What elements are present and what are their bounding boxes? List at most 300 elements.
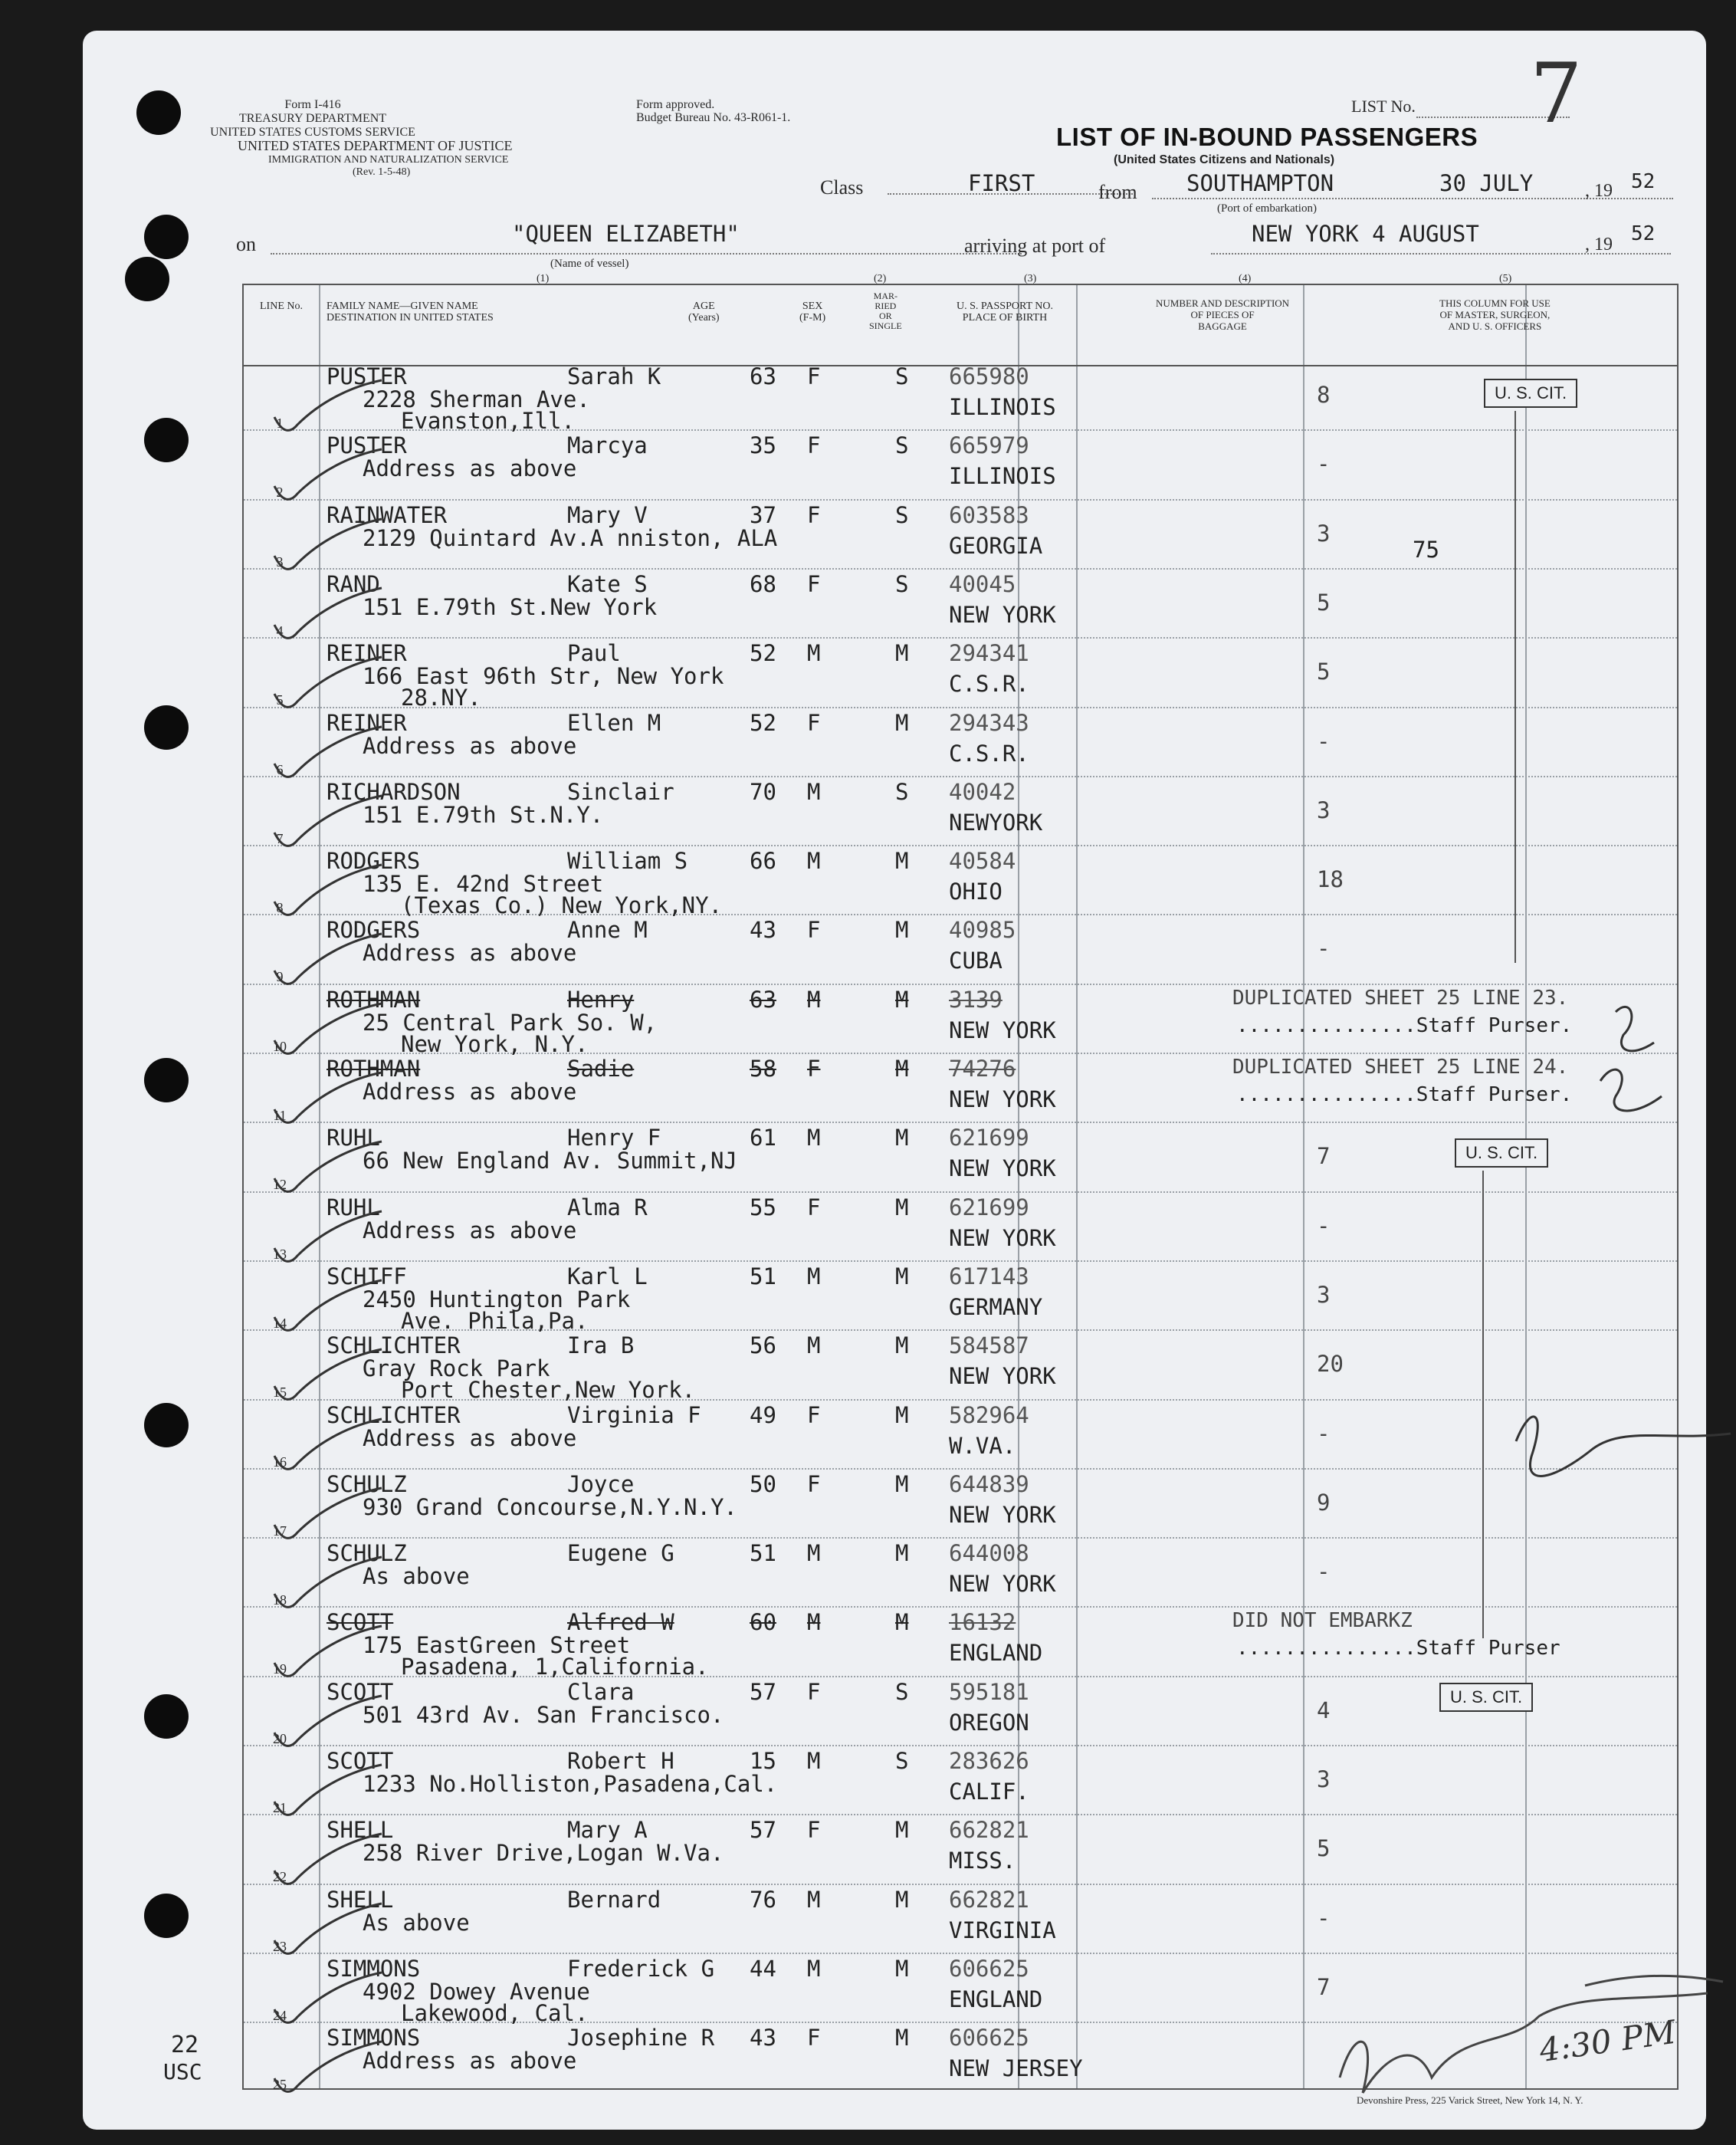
- destination-line: 1233 No.Holliston,Pasadena,Cal.: [363, 1771, 778, 1797]
- baggage-value: 7: [1317, 1143, 1331, 1170]
- family-name: SCHIFF: [327, 1263, 407, 1289]
- line-number: 18: [273, 1592, 287, 1608]
- line-number: 19: [273, 1661, 287, 1677]
- line-number: 21: [273, 1800, 287, 1815]
- embark-year-prefix: , 19: [1585, 181, 1613, 201]
- sex-value: F: [807, 917, 821, 944]
- destination-line: 2129 Quintard Av.A nniston, ALA: [363, 524, 778, 551]
- line-number: 23: [273, 1938, 287, 1954]
- place-of-birth: NEW JERSEY: [949, 2055, 1083, 2082]
- baggage-value: DUPLICATED SHEET 25 LINE 23.: [1232, 986, 1569, 1010]
- column-number: (5): [1499, 273, 1512, 284]
- place-of-birth: OHIO: [949, 879, 1003, 905]
- check-mark: [267, 1002, 389, 1063]
- destination-line: Address as above: [363, 1424, 577, 1451]
- line-number: 9: [276, 969, 284, 985]
- line-number: 22: [273, 1869, 287, 1885]
- document-subtitle: (United States Citizens and Nationals): [1114, 153, 1335, 166]
- line-number: 11: [273, 1108, 287, 1123]
- sex-value: F: [807, 2025, 821, 2051]
- baggage-value: 8: [1317, 382, 1331, 408]
- line-number: 2: [276, 485, 284, 501]
- family-name: SCHLICHTER: [327, 1332, 461, 1359]
- list-number-value: 7: [1530, 46, 1583, 142]
- baggage-value: 5: [1317, 659, 1331, 685]
- family-name: PUSTER: [327, 432, 407, 459]
- given-name: Mary A: [567, 1817, 648, 1844]
- binder-hole: [144, 1403, 189, 1447]
- marital-status: M: [895, 2025, 909, 2051]
- marital-status: M: [895, 640, 909, 667]
- line-number: 6: [276, 761, 284, 777]
- baggage-note: ...............Staff Purser.: [1236, 1083, 1573, 1106]
- destination-line: 501 43rd Av. San Francisco.: [363, 1701, 724, 1728]
- marital-status: M: [895, 917, 909, 944]
- approval-line: Budget Bureau No. 43-R061-1.: [636, 111, 791, 124]
- check-mark: [267, 1210, 389, 1271]
- family-name: SHELL: [327, 1886, 394, 1913]
- binder-hole: [144, 705, 189, 750]
- sex-value: F: [807, 501, 821, 528]
- line-number: 8: [276, 900, 284, 916]
- family-name: RAND: [327, 570, 380, 597]
- check-mark: [267, 1071, 389, 1132]
- row-separator: [244, 1260, 1677, 1262]
- marital-status: M: [895, 986, 909, 1013]
- family-name: RODGERS: [327, 917, 421, 944]
- given-name: Karl L: [567, 1263, 648, 1289]
- destination-line: 151 E.79th St.New York: [363, 593, 658, 620]
- place-of-birth: GERMANY: [949, 1293, 1043, 1320]
- binder-hole: [144, 418, 189, 462]
- passport-number: 74276: [949, 1056, 1016, 1082]
- line-number: 16: [273, 1454, 287, 1470]
- destination-line: 258 River Drive,Logan W.Va.: [363, 1840, 724, 1867]
- marital-status: M: [895, 1263, 909, 1289]
- check-mark: [267, 1624, 389, 1686]
- check-mark: [267, 448, 389, 509]
- given-name: Virginia F: [567, 1401, 701, 1428]
- vessel-caption: (Name of vessel): [550, 258, 629, 270]
- sex-value: F: [807, 1678, 821, 1705]
- sex-value: F: [807, 1817, 821, 1844]
- age-value: 51: [750, 1540, 776, 1567]
- age-value: 43: [750, 917, 776, 944]
- binder-hole: [125, 257, 169, 301]
- given-name: Sadie: [567, 1056, 635, 1082]
- justice-line: UNITED STATES DEPARTMENT OF JUSTICE: [238, 138, 513, 153]
- check-mark: [267, 586, 389, 648]
- marital-status: M: [895, 1886, 909, 1913]
- footer-code: 22: [171, 2032, 199, 2058]
- line-number: 24: [273, 2007, 287, 2023]
- given-name: Anne M: [567, 917, 648, 944]
- passport-number: 584587: [949, 1332, 1029, 1359]
- arrival-year: 52: [1631, 222, 1656, 245]
- given-name: Robert H: [567, 1748, 674, 1774]
- marital-status: M: [895, 1955, 909, 1982]
- check-mark: [267, 725, 389, 787]
- us-citizen-stamp: U. S. CIT.: [1439, 1683, 1533, 1712]
- given-name: Marcya: [567, 432, 648, 459]
- age-value: 66: [750, 848, 776, 875]
- place-of-birth: NEW YORK: [949, 1155, 1056, 1182]
- sex-value: M: [807, 778, 821, 805]
- age-value: 61: [750, 1125, 776, 1151]
- check-mark: [267, 1279, 389, 1340]
- destination-line-2: Port Chester,New York.: [401, 1377, 696, 1404]
- family-name: ROTHMAN: [327, 1056, 421, 1082]
- place-of-birth: C.S.R.: [949, 740, 1029, 767]
- stamp-extension-line: [1482, 1171, 1484, 1638]
- line-number: 4: [276, 622, 284, 639]
- age-value: 57: [750, 1678, 776, 1705]
- destination-line: Address as above: [363, 1217, 577, 1243]
- destination-line-2: 28.NY.: [401, 685, 481, 711]
- family-name: SCOTT: [327, 1748, 394, 1774]
- age-value: 50: [750, 1470, 776, 1497]
- sex-value: M: [807, 1748, 821, 1774]
- from-label: from: [1098, 181, 1137, 203]
- passport-number: 40042: [949, 778, 1016, 805]
- row-separator: [244, 1537, 1677, 1539]
- passport-number: 294341: [949, 640, 1029, 667]
- row-separator: [244, 845, 1677, 846]
- line-number: 3: [276, 553, 284, 570]
- printer-credit: Devonshire Press, 225 Varick Street, New York 14, N. Y.: [1357, 2094, 1583, 2106]
- destination-line-2: Pasadena, 1,California.: [401, 1654, 709, 1680]
- destination-line-2: Ave. Phila,Pa.: [401, 1307, 589, 1334]
- line-no-header: LINE No.: [260, 301, 303, 312]
- age-value: 52: [750, 640, 776, 667]
- passport-number: 617143: [949, 1263, 1029, 1289]
- family-name: PUSTER: [327, 363, 407, 389]
- check-mark: [267, 1902, 389, 1963]
- passport-number: 582964: [949, 1401, 1029, 1428]
- passport-number: 40985: [949, 917, 1016, 944]
- form-number: Form I-416: [284, 98, 341, 111]
- family-name: SIMMONS: [327, 2025, 421, 2051]
- form-heading: [198, 98, 428, 140]
- check-mark: [267, 1971, 389, 2032]
- line-number: 7: [276, 830, 284, 846]
- row-separator: [244, 499, 1677, 501]
- column-number: (2): [874, 273, 887, 284]
- form-service: UNITED STATES CUSTOMS SERVICE: [210, 126, 415, 139]
- sex-header: SEX (F-M): [799, 301, 826, 324]
- age-value: 60: [750, 1609, 776, 1636]
- destination-line: Address as above: [363, 732, 577, 759]
- baggage-value: 3: [1317, 1766, 1331, 1792]
- family-name: SCHULZ: [327, 1470, 407, 1497]
- place-of-birth: NEW YORK: [949, 1501, 1056, 1528]
- justice-block: [238, 138, 544, 179]
- marital-status: M: [895, 1470, 909, 1497]
- side-note-number: 75: [1413, 537, 1439, 563]
- stamp-extension-line: [1514, 411, 1516, 963]
- baggage-value: DID NOT EMBARKZ: [1232, 1609, 1413, 1633]
- baggage-value: -: [1317, 1420, 1331, 1447]
- sex-value: M: [807, 1125, 821, 1151]
- approval-line: Form approved.: [636, 98, 715, 111]
- baggage-header: NUMBER AND DESCRIPTION OF PIECES OF BAGGAGE: [1156, 297, 1290, 332]
- baggage-value: DUPLICATED SHEET 25 LINE 24.: [1232, 1056, 1569, 1079]
- baggage-value: 20: [1317, 1351, 1344, 1378]
- binder-hole: [144, 1694, 189, 1739]
- given-name: Alfred W: [567, 1609, 674, 1636]
- sex-value: M: [807, 1886, 821, 1913]
- family-name: SHELL: [327, 1817, 394, 1844]
- destination-line: Address as above: [363, 455, 577, 482]
- family-name: REINER: [327, 709, 407, 736]
- age-value: 15: [750, 1748, 776, 1774]
- row-separator: [244, 637, 1677, 639]
- line-number: 17: [273, 1523, 287, 1539]
- passport-number: 606625: [949, 2025, 1029, 2051]
- check-mark: [267, 932, 389, 994]
- marital-status: S: [895, 778, 909, 805]
- passport-number: 283626: [949, 1748, 1029, 1774]
- check-mark: [267, 1763, 389, 1825]
- document-title: LIST OF IN-BOUND PASSENGERS: [1056, 123, 1478, 151]
- check-mark: [267, 2040, 389, 2101]
- place-of-birth: NEWYORK: [949, 809, 1043, 836]
- destination-line: As above: [363, 1909, 470, 1936]
- sex-value: M: [807, 1332, 821, 1359]
- destination-line: 166 East 96th Str, New York: [363, 663, 724, 690]
- destination-line: 930 Grand Concourse,N.Y.N.Y.: [363, 1493, 737, 1520]
- destination-line: 66 New England Av. Summit,NJ: [363, 1148, 737, 1174]
- marital-status: M: [895, 1817, 909, 1844]
- passport-number: 644839: [949, 1470, 1029, 1497]
- passport-number: 606625: [949, 1955, 1029, 1982]
- place-of-birth: NEW YORK: [949, 1224, 1056, 1251]
- given-name: Bernard: [567, 1886, 661, 1913]
- binder-hole: [144, 215, 189, 259]
- baggage-value: -: [1317, 1904, 1331, 1931]
- given-name: Clara: [567, 1678, 635, 1705]
- us-citizen-stamp: U. S. CIT.: [1455, 1138, 1548, 1168]
- age-value: 52: [750, 709, 776, 736]
- row-separator: [244, 1953, 1677, 1954]
- given-name: Henry: [567, 986, 635, 1013]
- destination-line: 175 EastGreen Street: [363, 1632, 631, 1659]
- baggage-note: ...............Staff Purser: [1236, 1637, 1560, 1660]
- family-name: SCHULZ: [327, 1540, 407, 1567]
- sex-value: M: [807, 986, 821, 1013]
- line-number: 14: [273, 1315, 287, 1331]
- age-value: 51: [750, 1263, 776, 1289]
- given-name: Sinclair: [567, 778, 674, 805]
- age-value: 49: [750, 1401, 776, 1428]
- place-of-birth: MISS.: [949, 1848, 1016, 1874]
- place-of-birth: W.VA.: [949, 1432, 1016, 1459]
- binder-hole: [144, 1058, 189, 1102]
- baggage-value: -: [1317, 1212, 1331, 1239]
- sex-value: F: [807, 1194, 821, 1220]
- baggage-value: 4: [1317, 1697, 1331, 1723]
- sex-value: M: [807, 1263, 821, 1289]
- destination-line-2: New York, N.Y.: [401, 1030, 589, 1057]
- baggage-value: 3: [1317, 520, 1331, 547]
- approval-block: [636, 98, 790, 124]
- age-value: 76: [750, 1886, 776, 1913]
- given-name: Henry F: [567, 1125, 661, 1151]
- passport-number: 3139: [949, 986, 1003, 1013]
- married-header: MAR- RIED OR SINGLE: [869, 291, 902, 331]
- place-of-birth: C.S.R.: [949, 671, 1029, 698]
- family-name: SIMMONS: [327, 1955, 421, 1982]
- place-of-birth: NEW YORK: [949, 1017, 1056, 1043]
- baggage-value: 18: [1317, 866, 1344, 893]
- vessel-line: [271, 253, 1022, 255]
- destination-line: Address as above: [363, 2048, 577, 2074]
- check-mark: [267, 655, 389, 717]
- place-of-birth: ILLINOIS: [949, 394, 1056, 420]
- destination-line: 25 Central Park So. W,: [363, 1009, 658, 1036]
- passport-number: 603583: [949, 501, 1029, 528]
- family-name: RODGERS: [327, 848, 421, 875]
- age-value: 58: [750, 1056, 776, 1082]
- sex-value: F: [807, 570, 821, 597]
- place-of-birth: VIRGINIA: [949, 1917, 1056, 1943]
- destination-line: Gray Rock Park: [363, 1355, 550, 1382]
- given-name: Alma R: [567, 1194, 648, 1220]
- name-header: FAMILY NAME—GIVEN NAME DESTINATION IN UNITED STATES: [327, 301, 494, 324]
- sex-value: M: [807, 1955, 821, 1982]
- sex-value: F: [807, 1401, 821, 1428]
- destination-line: 2228 Sherman Ave.: [363, 386, 590, 412]
- age-value: 44: [750, 1955, 776, 1982]
- passport-number: 595181: [949, 1678, 1029, 1705]
- check-mark: [267, 863, 389, 925]
- row-separator: [244, 1745, 1677, 1746]
- inspector-signature: [1309, 1963, 1736, 2116]
- vessel-name: "QUEEN ELIZABETH": [512, 221, 740, 247]
- check-mark: [267, 1417, 389, 1479]
- row-separator: [244, 1814, 1677, 1815]
- passport-number: 40045: [949, 570, 1016, 597]
- marital-status: M: [895, 1332, 909, 1359]
- given-name: Joyce: [567, 1470, 635, 1497]
- sex-value: F: [807, 363, 821, 389]
- marital-status: M: [895, 1056, 909, 1082]
- given-name: Mary V: [567, 501, 648, 528]
- arrival-year-prefix: , 19: [1585, 235, 1613, 255]
- column-number: (3): [1024, 273, 1037, 284]
- marital-status: S: [895, 432, 909, 459]
- class-label: Class: [820, 176, 864, 199]
- destination-line-2: (Texas Co.) New York,NY.: [401, 892, 723, 919]
- marital-status: S: [895, 501, 909, 528]
- given-name: Ellen M: [567, 709, 661, 736]
- marital-status: M: [895, 1125, 909, 1151]
- list-number-label: LIST No.: [1351, 97, 1416, 116]
- marital-status: M: [895, 1540, 909, 1567]
- given-name: William S: [567, 848, 688, 875]
- place-of-birth: NEW YORK: [949, 1363, 1056, 1390]
- family-name: SCOTT: [327, 1609, 394, 1636]
- class-value: FIRST: [968, 170, 1035, 196]
- marital-status: M: [895, 848, 909, 875]
- check-mark: [267, 379, 389, 440]
- justice-line: IMMIGRATION AND NATURALIZATION SERVICE: [268, 154, 509, 166]
- baggage-value: -: [1317, 451, 1331, 478]
- age-value: 55: [750, 1194, 776, 1220]
- destination-line: 135 E. 42nd Street: [363, 871, 604, 898]
- passport-number: 621699: [949, 1125, 1029, 1151]
- age-value: 35: [750, 432, 776, 459]
- passport-number: 665979: [949, 432, 1029, 459]
- arriving-label: arriving at port of: [964, 235, 1106, 257]
- row-separator: [244, 1884, 1677, 1885]
- marital-status: S: [895, 570, 909, 597]
- age-value: 63: [750, 986, 776, 1013]
- sex-value: F: [807, 432, 821, 459]
- line-number: 12: [273, 1177, 287, 1193]
- marital-status: S: [895, 1678, 909, 1705]
- family-name: RICHARDSON: [327, 778, 461, 805]
- family-name: RAINWATER: [327, 501, 448, 528]
- destination-line-2: Evanston,Ill.: [401, 408, 575, 434]
- purser-signatures: [1386, 989, 1677, 1142]
- marital-status: M: [895, 709, 909, 736]
- column-number: (1): [537, 273, 550, 284]
- age-value: 56: [750, 1332, 776, 1359]
- place-of-birth: ILLINOIS: [949, 463, 1056, 490]
- passport-number: 294343: [949, 709, 1029, 736]
- given-name: Frederick G: [567, 1955, 715, 1982]
- purser-signature: [1501, 1395, 1736, 1518]
- baggage-value: 3: [1317, 797, 1331, 823]
- line-number: 20: [273, 1730, 287, 1746]
- family-name: RUHL: [327, 1194, 380, 1220]
- place-of-birth: NEW YORK: [949, 1086, 1056, 1112]
- given-name: Kate S: [567, 570, 648, 597]
- row-separator: [244, 1191, 1677, 1193]
- family-name: ROTHMAN: [327, 986, 421, 1013]
- age-value: 70: [750, 778, 776, 805]
- baggage-value: 5: [1317, 1835, 1331, 1862]
- family-name: SCOTT: [327, 1678, 394, 1705]
- passport-number: 665980: [949, 363, 1029, 389]
- row-separator: [244, 568, 1677, 570]
- column-number: (4): [1239, 273, 1252, 284]
- age-value: 63: [750, 363, 776, 389]
- justice-line: (Rev. 1-5-48): [353, 166, 411, 178]
- embark-year: 52: [1631, 170, 1656, 193]
- line-number: 10: [273, 1038, 287, 1054]
- destination-line: 2450 Huntington Park: [363, 1286, 631, 1312]
- check-mark: [267, 1832, 389, 1894]
- marital-status: M: [895, 1401, 909, 1428]
- age-header: AGE (Years): [688, 301, 720, 324]
- check-mark: [267, 1348, 389, 1409]
- row-separator: [244, 1606, 1677, 1608]
- line-number: 15: [273, 1385, 287, 1401]
- family-name: RUHL: [327, 1125, 380, 1151]
- place-of-birth: OREGON: [949, 1709, 1029, 1736]
- from-value: SOUTHAMPTON: [1186, 170, 1334, 196]
- sex-value: M: [807, 640, 821, 667]
- line-number: 5: [276, 692, 284, 708]
- destination-line: 4902 Dowey Avenue: [363, 1978, 590, 2005]
- line-number: 25: [273, 2077, 287, 2093]
- binder-hole: [136, 90, 181, 135]
- passport-number: 621699: [949, 1194, 1029, 1220]
- row-separator: [244, 984, 1677, 985]
- form-department: TREASURY DEPARTMENT: [238, 112, 387, 125]
